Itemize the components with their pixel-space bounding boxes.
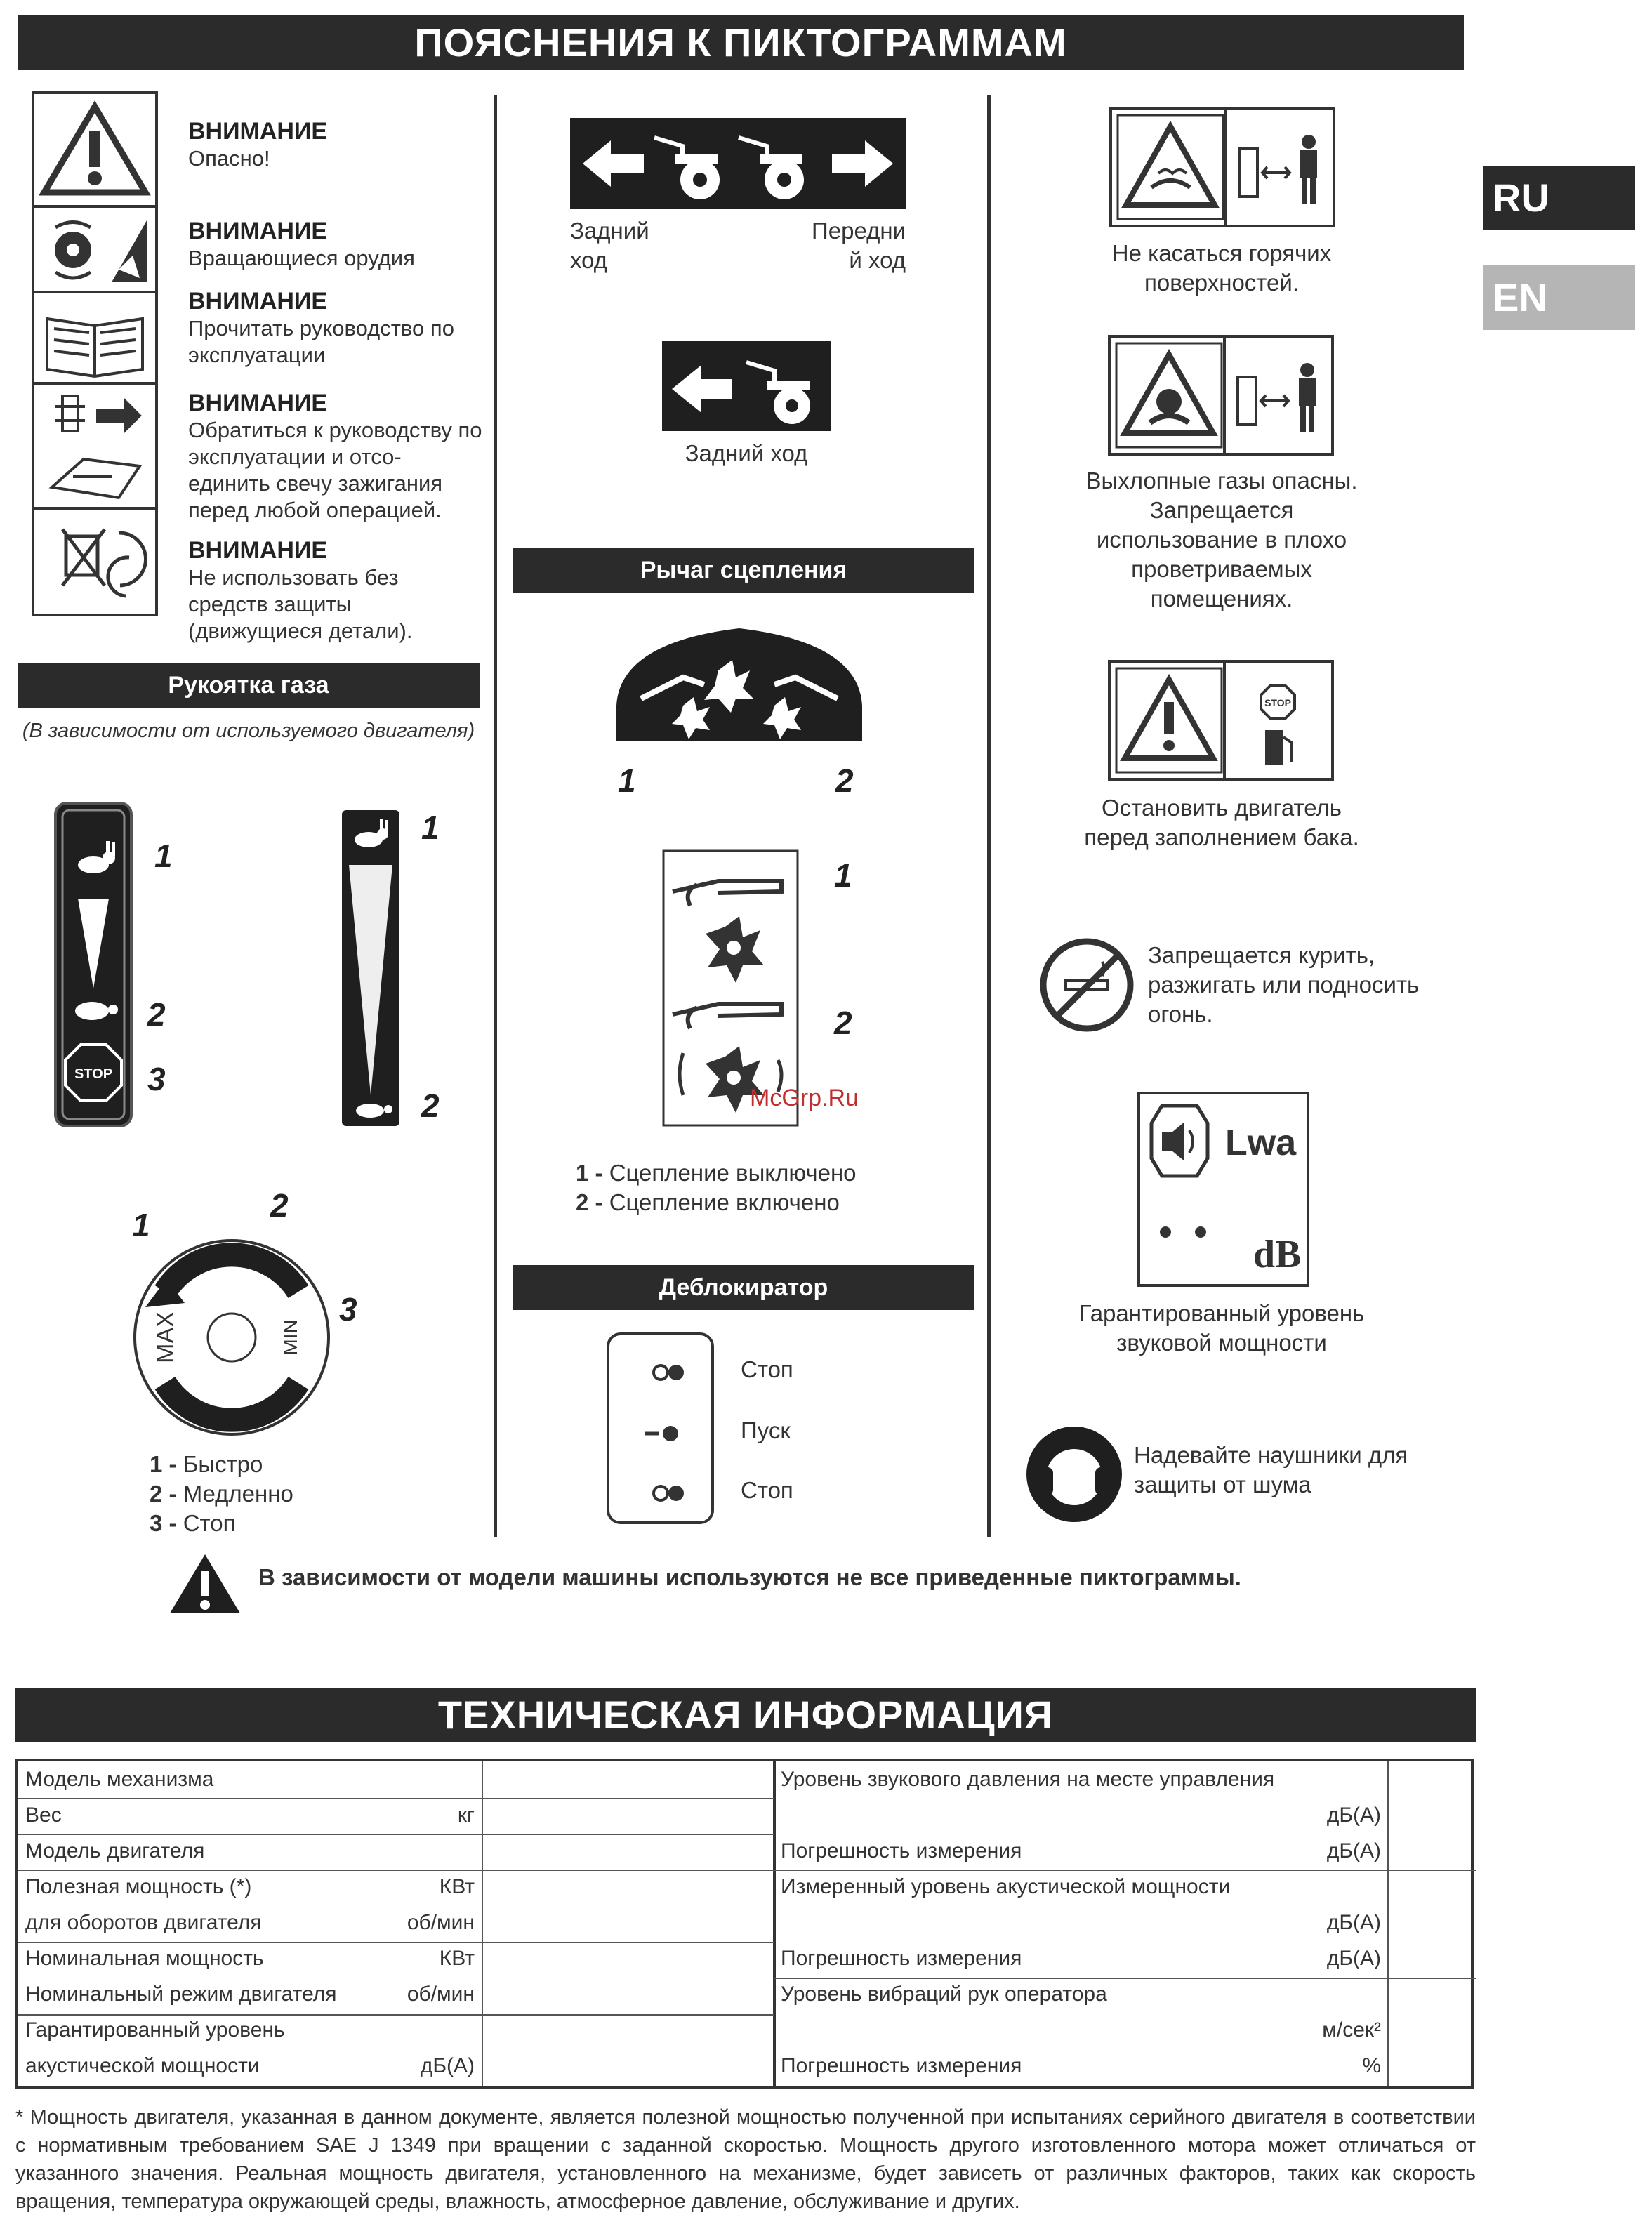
table-row: Измеренный уровень акустической мощности [781, 1874, 1231, 1898]
throttle-num: 2 [147, 996, 166, 1033]
no-smoking-icon [1039, 937, 1135, 1033]
warning-body: Обратиться к руководству по эксплуатации и отсо- единить свечу зажигания перед любой операцией. [188, 418, 482, 522]
warning-head: ВНИМАНИЕ [188, 218, 328, 244]
throttle-lever-alt-icon [339, 807, 402, 1130]
throttle-num: 1 [421, 809, 440, 846]
refuel-stop-icon [1108, 660, 1334, 781]
table-row: Модель двигателя [25, 1839, 205, 1863]
table-row: Погрешность измерения % [781, 2053, 1381, 2077]
clutch-lever-icon [613, 621, 866, 744]
warning-protection [188, 537, 469, 644]
warning-head: ВНИМАНИЕ [188, 118, 328, 145]
db-label: dB [1253, 1233, 1302, 1276]
bottom-note: В зависимости от модели машины используются не все приведенные пиктограммы. [258, 1564, 1241, 1590]
table-row: Вес кг [25, 1803, 475, 1827]
legend-item: 3 - Стоп [150, 1510, 236, 1536]
dial-min-label: MIN [279, 1319, 301, 1356]
throttle-dial-icon [130, 1236, 333, 1439]
table-row: Уровень звукового давления на месте управления [781, 1767, 1275, 1791]
warning-danger [188, 118, 327, 172]
table-row: Номинальная мощность КВт [25, 1946, 475, 1970]
tech-title: ТЕХНИЧЕСКАЯ ИНФОРМАЦИЯ [15, 1688, 1476, 1742]
dial-max-label: MAX [152, 1311, 179, 1363]
dial-num: 1 [132, 1207, 150, 1243]
refuel-text: Остановить двигатель перед заполнением бака. [1084, 795, 1359, 850]
table-row: Номинальный режим двигателя об/мин [25, 1982, 475, 2006]
warning-body: Вращающиеся орудия [188, 246, 415, 270]
reverse-icon [662, 341, 831, 431]
warning-triangle-icon [168, 1552, 242, 1616]
warning-spark-plug [188, 390, 483, 524]
warning-rotating [188, 218, 483, 272]
tab-en[interactable]: EN [1483, 265, 1635, 330]
lwa-label: Lwa [1225, 1123, 1297, 1163]
warning-read-manual [188, 288, 483, 369]
clutch-num: 2 [835, 762, 854, 799]
table-row: Погрешность измерения дБ(A) [781, 1946, 1381, 1970]
clutch-title: Рычаг сцепления [513, 548, 974, 593]
table-divider [482, 1761, 483, 2086]
warning-head: ВНИМАНИЕ [188, 288, 328, 315]
table-row: Полезная мощность (*) КВт [25, 1874, 475, 1898]
hot-surface-icon [1109, 107, 1335, 227]
table-row: м/сек² [1322, 2018, 1381, 2042]
warning-body: Опасно! [188, 146, 270, 171]
warning-body: Прочитать руководство по эксплуатации [188, 316, 454, 367]
exhaust-gas-icon [1108, 335, 1334, 456]
footnote: * Мощность двигателя, указанная в данном документе, является полезной мощностью полученной при испытаниях серийного двигателя в соответствии с нормативным требованием SAE J 1349 при вращении с заданной скоростью. Мощность другого изготовленного мотора может отличаться от указанного значения. Реальная мощность двигателя, установленного на механизме, будет зависеть от различных факторов, таких как скорость вращения, температура окружающей среды, влажность, атмосферное давление, обслуживание и других. [15, 2106, 1476, 2213]
stop-label: STOP [74, 1066, 113, 1082]
clutch-pos-num: 1 [834, 857, 852, 894]
release-title: Деблокиратор [513, 1265, 974, 1310]
tab-ru[interactable]: RU [1483, 166, 1635, 230]
legend-item: 2 - Сцепление включено [576, 1189, 840, 1215]
direction-icon [570, 118, 906, 209]
warning-head: ВНИМАНИЕ [188, 390, 328, 416]
exhaust-gas-text: Выхлопные газы опасны. Запрещается использование в плохо проветриваемых помещениях. [1085, 468, 1358, 611]
tech-table-left [18, 1761, 482, 2084]
throttle-num: 1 [154, 838, 173, 874]
sound-power-icon [1137, 1092, 1309, 1287]
throttle-num: 2 [421, 1087, 440, 1124]
warning-icon-strip [32, 91, 158, 616]
warning-icons-svg [34, 94, 155, 614]
warning-head: ВНИМАНИЕ [188, 537, 328, 564]
throttle-legend [150, 1450, 293, 1538]
table-row: Гарантированный уровень [25, 2018, 285, 2042]
rotating-tools-icon [55, 220, 147, 282]
table-row: акустической мощности дБ(A) [25, 2053, 475, 2077]
legend-item: 1 - Сцепление выключено [576, 1160, 857, 1186]
column-divider [494, 95, 497, 1537]
warning-body: Не использовать без средств защиты (движущиеся детали). [188, 565, 413, 643]
throttle-title: Рукоятка газа [18, 663, 480, 708]
table-row: дБ(A) [1326, 1803, 1381, 1827]
legend-item: 1 - Быстро [150, 1451, 263, 1477]
throttle-lever-icon [53, 800, 137, 1130]
table-row: дБ(A) [1326, 1910, 1381, 1934]
tech-table-right [774, 1761, 1388, 2084]
watermark: McGrp.Ru [750, 1085, 859, 1111]
hazard-icon [44, 107, 145, 192]
no-smoking-text: Запрещается курить, разжигать или подносить огонь. [1148, 942, 1420, 1027]
throttle-num: 3 [147, 1061, 166, 1097]
table-row: Модель механизма [25, 1767, 214, 1791]
throttle-note: (В зависимости от используемого двигателя) [22, 720, 475, 742]
ear-protection-text: Надевайте наушники для защиты от шума [1134, 1442, 1408, 1497]
legend-item: 2 - Медленно [150, 1481, 293, 1507]
clutch-num: 1 [618, 762, 636, 799]
dial-num: 2 [270, 1187, 289, 1224]
clutch-pos-num: 2 [834, 1005, 852, 1041]
release-label: Стоп [741, 1477, 793, 1503]
table-row: для оборотов двигателя об/мин [25, 1910, 475, 1934]
dial-num: 3 [339, 1291, 357, 1328]
sound-power-text: Гарантированный уровень звуковой мощности [1078, 1300, 1365, 1356]
spark-plug-manual-icon [52, 396, 140, 498]
release-switch-icon [606, 1332, 715, 1525]
table-row: Уровень вибраций рук оператора [781, 1982, 1107, 2006]
release-label: Пуск [741, 1417, 791, 1443]
stop-badge: STOP [1264, 697, 1291, 708]
manual-book-icon [47, 319, 143, 376]
reverse-label: Задний ход [570, 218, 649, 273]
ear-protection-icon [1025, 1425, 1123, 1523]
release-label: Стоп [741, 1356, 793, 1382]
reverse-label-2: Задний ход [685, 440, 808, 466]
page-title: ПОЯСНЕНИЯ К ПИКТОГРАММАМ [18, 15, 1464, 70]
protection-required-icon [62, 529, 146, 596]
table-row: Погрешность измерения дБ(A) [781, 1839, 1381, 1863]
forward-label: Передни й ход [812, 218, 906, 273]
clutch-legend [576, 1158, 857, 1217]
hot-surface-text: Не касаться горячих поверхностей. [1111, 240, 1332, 296]
column-divider [987, 95, 991, 1537]
